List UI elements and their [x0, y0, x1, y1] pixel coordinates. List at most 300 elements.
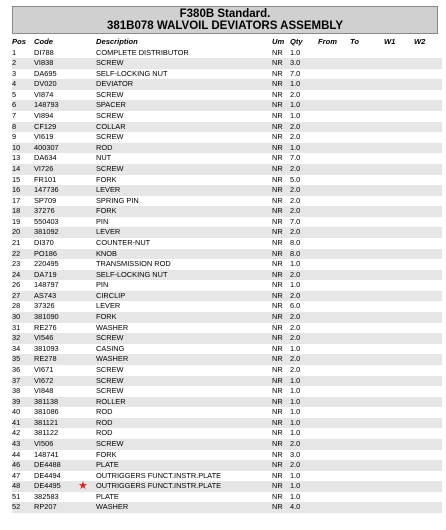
w2-cell [414, 196, 442, 207]
from-cell [318, 249, 350, 260]
star-cell [74, 492, 96, 503]
star-cell [74, 291, 96, 302]
w1-cell [384, 323, 414, 334]
um-cell: NR [272, 397, 290, 408]
code-cell: DA634 [34, 153, 74, 164]
code-cell: FR101 [34, 175, 74, 186]
description-cell: WASHER [96, 502, 272, 513]
from-cell [318, 206, 350, 217]
star-icon: ★ [78, 481, 88, 492]
code-cell: VI619 [34, 132, 74, 143]
um-cell: NR [272, 249, 290, 260]
pos-cell: 27 [12, 291, 34, 302]
table-row [12, 502, 442, 513]
um-cell: NR [272, 365, 290, 376]
table-row [12, 69, 442, 80]
um-cell: NR [272, 354, 290, 365]
code-cell: VI874 [34, 90, 74, 101]
pos-cell: 44 [12, 450, 34, 461]
um-cell: NR [272, 439, 290, 450]
description-cell: FORK [96, 450, 272, 461]
qty-cell: 2.0 [290, 439, 318, 450]
star-cell [74, 196, 96, 207]
code-cell: DI788 [34, 48, 74, 59]
pos-cell: 30 [12, 312, 34, 323]
header-w2: W2 [414, 37, 426, 46]
w1-cell [384, 376, 414, 387]
code-cell: VI546 [34, 333, 74, 344]
w1-cell [384, 344, 414, 355]
w2-cell [414, 90, 442, 101]
w2-cell [414, 153, 442, 164]
qty-cell: 1.0 [290, 79, 318, 90]
um-cell: NR [272, 323, 290, 334]
from-cell [318, 259, 350, 270]
w1-cell [384, 249, 414, 260]
from-cell [318, 344, 350, 355]
pos-cell: 21 [12, 238, 34, 249]
star-cell [74, 238, 96, 249]
description-cell: KNOB [96, 249, 272, 260]
table-row [12, 90, 442, 101]
table-row [12, 354, 442, 365]
w2-cell [414, 365, 442, 376]
to-cell [350, 386, 384, 397]
qty-cell: 1.0 [290, 259, 318, 270]
to-cell [350, 238, 384, 249]
pos-cell: 48 [12, 481, 34, 492]
qty-cell: 1.0 [290, 492, 318, 503]
w2-cell [414, 354, 442, 365]
w2-cell [414, 280, 442, 291]
w2-cell [414, 492, 442, 503]
from-cell [318, 365, 350, 376]
from-cell [318, 79, 350, 90]
qty-cell: 1.0 [290, 397, 318, 408]
qty-cell: 1.0 [290, 428, 318, 439]
to-cell [350, 175, 384, 186]
to-cell [350, 492, 384, 503]
qty-cell: 2.0 [290, 122, 318, 133]
star-cell [74, 397, 96, 408]
title-line-1: F380B Standard. [179, 8, 271, 20]
description-cell: COMPLETE DISTRIBUTOR [96, 48, 272, 59]
qty-cell: 2.0 [290, 164, 318, 175]
w1-cell [384, 301, 414, 312]
um-cell: NR [272, 481, 290, 492]
qty-cell: 2.0 [290, 354, 318, 365]
star-cell [74, 439, 96, 450]
pos-cell: 34 [12, 344, 34, 355]
pos-cell: 18 [12, 206, 34, 217]
to-cell [350, 291, 384, 302]
code-cell: 148741 [34, 450, 74, 461]
from-cell [318, 90, 350, 101]
to-cell [350, 460, 384, 471]
table-row [12, 227, 442, 238]
pos-cell: 22 [12, 249, 34, 260]
w2-cell [414, 217, 442, 228]
um-cell: NR [272, 376, 290, 387]
to-cell [350, 365, 384, 376]
w2-cell [414, 69, 442, 80]
description-cell: PIN [96, 280, 272, 291]
w1-cell [384, 227, 414, 238]
from-cell [318, 407, 350, 418]
description-cell: SCREW [96, 439, 272, 450]
w1-cell [384, 238, 414, 249]
table-row [12, 481, 442, 492]
to-cell [350, 58, 384, 69]
w1-cell [384, 354, 414, 365]
pos-cell: 26 [12, 280, 34, 291]
star-cell [74, 153, 96, 164]
description-cell: ROLLER [96, 397, 272, 408]
description-cell: DEVIATOR [96, 79, 272, 90]
qty-cell: 1.0 [290, 376, 318, 387]
table-row [12, 428, 442, 439]
star-cell [74, 143, 96, 154]
um-cell: NR [272, 143, 290, 154]
description-cell: ROD [96, 428, 272, 439]
to-cell [350, 185, 384, 196]
table-row [12, 48, 442, 59]
header-qty: Qty [290, 37, 303, 46]
description-cell: SELF-LOCKING NUT [96, 69, 272, 80]
description-cell: PLATE [96, 460, 272, 471]
code-cell: 382583 [34, 492, 74, 503]
to-cell [350, 323, 384, 334]
qty-cell: 4.0 [290, 502, 318, 513]
pos-cell: 14 [12, 164, 34, 175]
w1-cell [384, 217, 414, 228]
w1-cell [384, 386, 414, 397]
um-cell: NR [272, 312, 290, 323]
w2-cell [414, 249, 442, 260]
um-cell: NR [272, 344, 290, 355]
um-cell: NR [272, 164, 290, 175]
w2-cell [414, 407, 442, 418]
code-cell: 381093 [34, 344, 74, 355]
w2-cell [414, 502, 442, 513]
w2-cell [414, 312, 442, 323]
description-cell: SPRING PIN [96, 196, 272, 207]
code-cell: PO186 [34, 249, 74, 260]
um-cell: NR [272, 111, 290, 122]
w2-cell [414, 386, 442, 397]
star-cell [74, 376, 96, 387]
from-cell [318, 428, 350, 439]
um-cell: NR [272, 471, 290, 482]
w1-cell [384, 164, 414, 175]
to-cell [350, 227, 384, 238]
pos-cell: 3 [12, 69, 34, 80]
code-cell: 381086 [34, 407, 74, 418]
table-row [12, 460, 442, 471]
to-cell [350, 69, 384, 80]
code-cell: DI370 [34, 238, 74, 249]
to-cell [350, 217, 384, 228]
w1-cell [384, 502, 414, 513]
star-cell [74, 386, 96, 397]
description-cell: NUT [96, 153, 272, 164]
qty-cell: 1.0 [290, 48, 318, 59]
w1-cell [384, 132, 414, 143]
w1-cell [384, 428, 414, 439]
w2-cell [414, 58, 442, 69]
um-cell: NR [272, 153, 290, 164]
table-row [12, 312, 442, 323]
w2-cell [414, 122, 442, 133]
star-cell [74, 418, 96, 429]
description-cell: OUTRIGGERS FUNCT.INSTR.PLATE [96, 471, 272, 482]
table-row [12, 397, 442, 408]
w1-cell [384, 291, 414, 302]
um-cell: NR [272, 227, 290, 238]
from-cell [318, 164, 350, 175]
description-cell: FORK [96, 206, 272, 217]
description-cell: LEVER [96, 301, 272, 312]
to-cell [350, 143, 384, 154]
table-row [12, 143, 442, 154]
qty-cell: 2.0 [290, 227, 318, 238]
description-cell: LEVER [96, 227, 272, 238]
w2-cell [414, 259, 442, 270]
code-cell: 147736 [34, 185, 74, 196]
qty-cell: 8.0 [290, 249, 318, 260]
to-cell [350, 301, 384, 312]
w1-cell [384, 206, 414, 217]
um-cell: NR [272, 79, 290, 90]
code-cell: AS743 [34, 291, 74, 302]
star-cell [74, 312, 96, 323]
to-cell [350, 376, 384, 387]
pos-cell: 19 [12, 217, 34, 228]
qty-cell: 2.0 [290, 270, 318, 281]
from-cell [318, 153, 350, 164]
table-row [12, 175, 442, 186]
from-cell [318, 69, 350, 80]
code-cell: 220495 [34, 259, 74, 270]
pos-cell: 36 [12, 365, 34, 376]
to-cell [350, 471, 384, 482]
code-cell: VI726 [34, 164, 74, 175]
pos-cell: 13 [12, 153, 34, 164]
w2-cell [414, 397, 442, 408]
star-cell [74, 323, 96, 334]
table-row [12, 164, 442, 175]
from-cell [318, 397, 350, 408]
code-cell: VI506 [34, 439, 74, 450]
code-cell: VI838 [34, 58, 74, 69]
description-cell: SCREW [96, 132, 272, 143]
description-cell: ROD [96, 418, 272, 429]
um-cell: NR [272, 301, 290, 312]
star-cell [74, 333, 96, 344]
description-cell: ROD [96, 143, 272, 154]
w2-cell [414, 418, 442, 429]
code-cell: VI848 [34, 386, 74, 397]
from-cell [318, 238, 350, 249]
w1-cell [384, 175, 414, 186]
um-cell: NR [272, 175, 290, 186]
table-row [12, 418, 442, 429]
pos-cell: 4 [12, 79, 34, 90]
w1-cell [384, 365, 414, 376]
from-cell [318, 376, 350, 387]
to-cell [350, 481, 384, 492]
from-cell [318, 270, 350, 281]
um-cell: NR [272, 407, 290, 418]
from-cell [318, 227, 350, 238]
w1-cell [384, 418, 414, 429]
table-row [12, 301, 442, 312]
qty-cell: 2.0 [290, 196, 318, 207]
star-cell [74, 58, 96, 69]
code-cell: DE4495 [34, 481, 74, 492]
description-cell: COLLAR [96, 122, 272, 133]
w1-cell [384, 460, 414, 471]
star-cell [74, 259, 96, 270]
w1-cell [384, 111, 414, 122]
code-cell: 381138 [34, 397, 74, 408]
qty-cell: 2.0 [290, 90, 318, 101]
star-cell [74, 428, 96, 439]
w2-cell [414, 79, 442, 90]
table-row [12, 344, 442, 355]
w2-cell [414, 111, 442, 122]
pos-cell: 39 [12, 397, 34, 408]
pos-cell: 47 [12, 471, 34, 482]
w1-cell [384, 58, 414, 69]
pos-cell: 8 [12, 122, 34, 133]
w1-cell [384, 143, 414, 154]
pos-cell: 24 [12, 270, 34, 281]
w1-cell [384, 280, 414, 291]
code-cell: DV020 [34, 79, 74, 90]
to-cell [350, 270, 384, 281]
qty-cell: 1.0 [290, 280, 318, 291]
qty-cell: 8.0 [290, 238, 318, 249]
to-cell [350, 397, 384, 408]
from-cell [318, 418, 350, 429]
description-cell: SCREW [96, 111, 272, 122]
code-cell: RE276 [34, 323, 74, 334]
um-cell: NR [272, 280, 290, 291]
star-cell [74, 132, 96, 143]
w2-cell [414, 206, 442, 217]
from-cell [318, 185, 350, 196]
star-cell [74, 450, 96, 461]
from-cell [318, 100, 350, 111]
code-cell: RE278 [34, 354, 74, 365]
qty-cell: 3.0 [290, 58, 318, 69]
description-cell: WASHER [96, 323, 272, 334]
star-cell [74, 502, 96, 513]
w2-cell [414, 132, 442, 143]
from-cell [318, 502, 350, 513]
qty-cell: 1.0 [290, 344, 318, 355]
table-row [12, 185, 442, 196]
table-row [12, 471, 442, 482]
code-cell: DA695 [34, 69, 74, 80]
table-row [12, 365, 442, 376]
table-row [12, 132, 442, 143]
description-cell: SELF-LOCKING NUT [96, 270, 272, 281]
qty-cell: 2.0 [290, 132, 318, 143]
to-cell [350, 90, 384, 101]
from-cell [318, 58, 350, 69]
pos-cell: 41 [12, 418, 34, 429]
w1-cell [384, 407, 414, 418]
pos-cell: 31 [12, 323, 34, 334]
description-cell: SCREW [96, 58, 272, 69]
star-cell [74, 111, 96, 122]
table-row [12, 376, 442, 387]
table-row [12, 58, 442, 69]
table-row [12, 249, 442, 260]
header-to: To [350, 37, 359, 46]
table-row [12, 492, 442, 503]
um-cell: NR [272, 386, 290, 397]
pos-cell: 2 [12, 58, 34, 69]
w2-cell [414, 481, 442, 492]
w2-cell [414, 301, 442, 312]
table-row [12, 407, 442, 418]
description-cell: CASING [96, 344, 272, 355]
from-cell [318, 301, 350, 312]
pos-cell: 1 [12, 48, 34, 59]
um-cell: NR [272, 259, 290, 270]
pos-cell: 40 [12, 407, 34, 418]
w2-cell [414, 376, 442, 387]
header-code: Code [34, 37, 53, 46]
um-cell: NR [272, 206, 290, 217]
table-row [12, 153, 442, 164]
qty-cell: 6.0 [290, 301, 318, 312]
code-cell: 148793 [34, 100, 74, 111]
pos-cell: 5 [12, 90, 34, 101]
um-cell: NR [272, 185, 290, 196]
to-cell [350, 100, 384, 111]
description-cell: SCREW [96, 164, 272, 175]
w1-cell [384, 481, 414, 492]
code-cell: VI672 [34, 376, 74, 387]
description-cell: SCREW [96, 386, 272, 397]
to-cell [350, 249, 384, 260]
star-cell [74, 185, 96, 196]
um-cell: NR [272, 90, 290, 101]
header-description: Description [96, 37, 138, 46]
from-cell [318, 143, 350, 154]
pos-cell: 17 [12, 196, 34, 207]
star-cell [74, 471, 96, 482]
qty-cell: 2.0 [290, 323, 318, 334]
to-cell [350, 354, 384, 365]
w2-cell [414, 143, 442, 154]
qty-cell: 1.0 [290, 471, 318, 482]
w2-cell [414, 100, 442, 111]
from-cell [318, 312, 350, 323]
code-cell: 381092 [34, 227, 74, 238]
description-cell: LEVER [96, 185, 272, 196]
pos-cell: 32 [12, 333, 34, 344]
w2-cell [414, 471, 442, 482]
to-cell [350, 196, 384, 207]
pos-cell: 42 [12, 428, 34, 439]
table-row [12, 270, 442, 281]
w2-cell [414, 175, 442, 186]
